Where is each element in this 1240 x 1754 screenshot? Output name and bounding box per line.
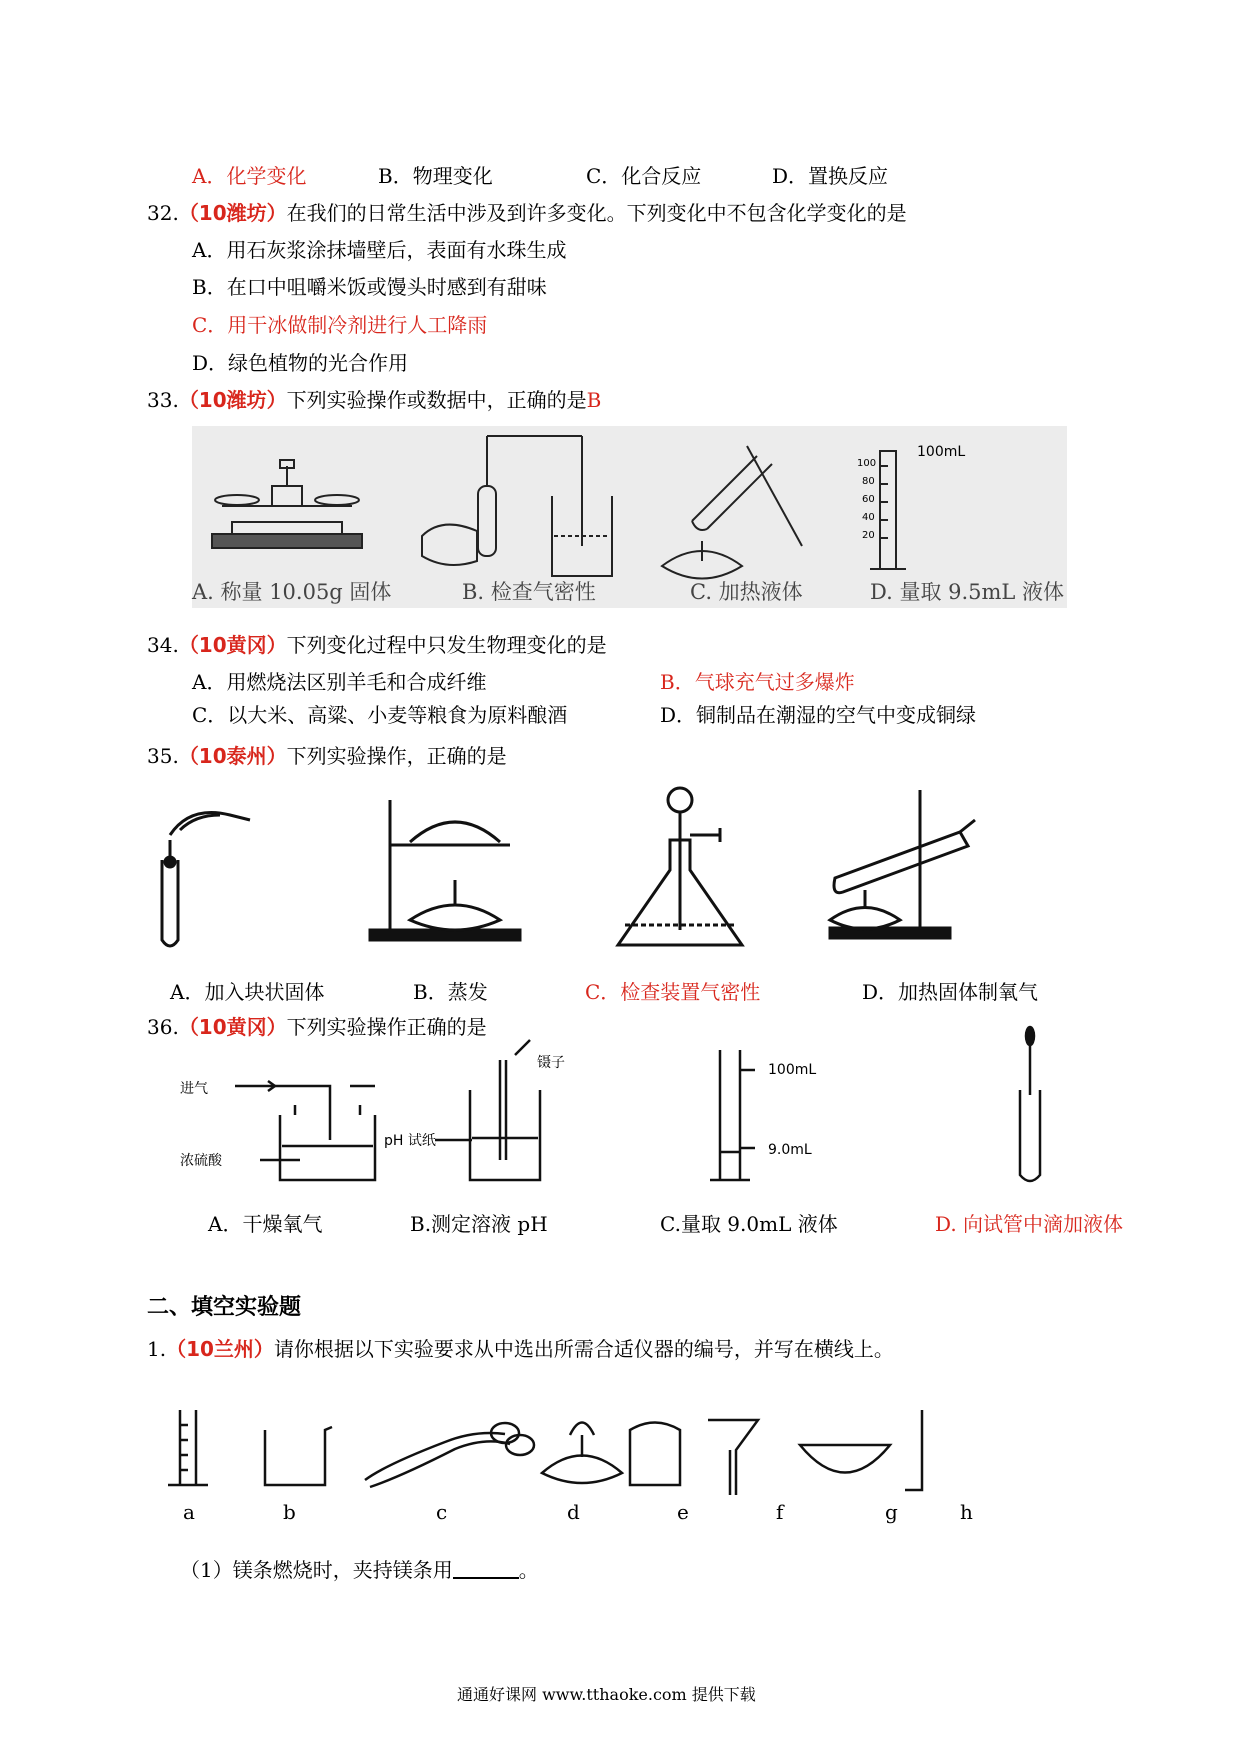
- q36-option-d: D. 向试管中滴加液体: [935, 1212, 1124, 1236]
- q32-stem: [147, 197, 907, 226]
- s2q1-source: （10兰州）: [166, 1337, 274, 1361]
- q33-caption-d: D. 量取 9.5mL 液体: [870, 580, 1065, 604]
- q31-option-a: A．化学变化: [192, 164, 307, 188]
- q36-label-100ml: 100mL: [768, 1062, 817, 1078]
- evaporation-icon: [370, 800, 520, 940]
- q35-stem: [147, 740, 507, 769]
- q33-tick-100: 100: [857, 458, 877, 469]
- q33-answer: B: [586, 388, 602, 412]
- q31-option-d: D．置换反应: [772, 164, 889, 188]
- s2q1-text: 请你根据以下实验要求从中选出所需合适仪器的编号，并写在横线上。: [273, 1337, 894, 1361]
- q34-option-a: A．用燃烧法区别羊毛和合成纤维: [192, 670, 487, 694]
- heating-liquid-icon: [662, 446, 802, 579]
- q32-option-a: A．用石灰浆涂抹墙壁后，表面有水珠生成: [192, 238, 567, 262]
- q33-tick-80: 80: [862, 476, 875, 487]
- letter-a: a: [183, 1500, 195, 1524]
- q33-text: 下列实验操作或数据中，正确的是: [286, 388, 587, 412]
- q33-cylinder-label: 100mL: [917, 444, 966, 460]
- q35-option-b: B．蒸发: [413, 980, 488, 1004]
- q32-text: 在我们的日常生活中涉及到许多变化。下列变化中不包含化学变化的是: [286, 201, 907, 225]
- q33-caption-b: B. 检查气密性: [462, 580, 596, 604]
- q36-label-ph-paper: pH 试纸: [384, 1133, 436, 1149]
- q33-stem: [147, 384, 601, 413]
- q34-number: 34.: [147, 633, 179, 657]
- q34-source: （10黄冈）: [178, 633, 287, 657]
- reagent-bottle-icon: [630, 1423, 680, 1486]
- heating-solid-icon: [830, 790, 975, 938]
- q34-option-d: D．铜制品在潮湿的空气中变成铜绿: [660, 703, 977, 727]
- gas-washing-bottle-icon: [235, 1081, 375, 1180]
- airtight-check-icon: [422, 436, 612, 576]
- q36-figure: [180, 1050, 1140, 1190]
- test-tube-solid-icon: [162, 813, 250, 947]
- letter-b: b: [283, 1500, 296, 1524]
- q35-source: （10泰州）: [178, 744, 287, 768]
- ph-beaker-icon: [435, 1040, 540, 1180]
- q35-text: 下列实验操作，正确的是: [286, 744, 507, 768]
- section2-title: 二、填空实验题: [147, 1295, 302, 1320]
- q34-option-b: B．气球充气过多爆炸: [660, 670, 855, 694]
- q32-number: 32.: [147, 201, 179, 225]
- flask-airtight-icon: [618, 788, 742, 945]
- q35-option-c: C．检查装置气密性: [585, 980, 761, 1004]
- q31-option-b: B．物理变化: [378, 164, 493, 188]
- s2q1-stem: [147, 1333, 894, 1362]
- q36-label-inlet: 进气: [180, 1081, 208, 1097]
- cylinder-icon: [168, 1410, 208, 1485]
- q36-label-tweezers: 镊子: [537, 1055, 565, 1071]
- q33-caption-c: C. 加热液体: [690, 580, 803, 604]
- evaporating-dish-icon: [800, 1445, 890, 1473]
- s2q1-number: 1.: [147, 1337, 167, 1361]
- q34-option-c: C．以大米、高粱、小麦等粮食为原料酿酒: [192, 703, 568, 727]
- q33-tick-40: 40: [862, 512, 875, 523]
- q36-label-acid: 浓硫酸: [180, 1153, 222, 1169]
- letter-d: d: [567, 1500, 580, 1524]
- footer: 通通好课网 www.tthaoke.com 提供下载: [457, 1685, 756, 1704]
- s2q1-sub1-end: 。: [518, 1558, 539, 1582]
- q33-figure: [192, 426, 1067, 608]
- q36-number: 36.: [147, 1015, 179, 1039]
- letter-f: f: [776, 1500, 784, 1524]
- q33-tick-60: 60: [862, 494, 875, 505]
- q34-text: 下列变化过程中只发生物理变化的是: [286, 633, 607, 657]
- s2q1-instruments: [160, 1405, 1020, 1495]
- q31-option-c: C．化合反应: [586, 164, 702, 188]
- measuring-cylinder-9ml-icon: [710, 1050, 755, 1180]
- q35-figure: [140, 780, 1100, 960]
- s2q1-sub1: [180, 1554, 539, 1583]
- q36-stem: [147, 1011, 487, 1040]
- q35-option-a: A．加入块状固体: [170, 980, 325, 1004]
- beaker-icon: [265, 1427, 332, 1485]
- q33-tick-20: 20: [862, 530, 875, 541]
- glass-rod-icon: [905, 1410, 922, 1490]
- q32-option-c: C．用干冰做制冷剂进行人工降雨: [192, 313, 488, 337]
- q36-text: 下列实验操作正确的是: [286, 1015, 487, 1039]
- funnel-icon: [708, 1420, 758, 1495]
- q36-option-c: C.量取 9.0mL 液体: [660, 1212, 838, 1236]
- q33-number: 33.: [147, 388, 179, 412]
- s2q1-sub1-blank[interactable]: [453, 1559, 519, 1579]
- crucible-tongs-icon: [365, 1423, 534, 1487]
- q32-source: （10潍坊）: [178, 201, 287, 225]
- q35-number: 35.: [147, 744, 179, 768]
- letter-g: g: [885, 1500, 898, 1524]
- balance-icon: [212, 460, 362, 548]
- q33-caption-a: A. 称量 10.05g 固体: [192, 580, 392, 604]
- dropper-test-tube-icon: [1020, 1027, 1040, 1181]
- s2q1-sub1-text: （1）镁条燃烧时，夹持镁条用: [180, 1558, 453, 1582]
- q33-source: （10潍坊）: [178, 388, 287, 412]
- alcohol-lamp-icon: [542, 1423, 622, 1484]
- q36-option-b: B.测定溶液 pH: [410, 1212, 548, 1236]
- q36-label-9ml: 9.0mL: [768, 1142, 812, 1158]
- q36-source: （10黄冈）: [178, 1015, 287, 1039]
- q32-option-d: D．绿色植物的光合作用: [192, 351, 409, 375]
- q35-option-d: D．加热固体制氧气: [862, 980, 1039, 1004]
- q34-stem: [147, 629, 607, 658]
- letter-h: h: [960, 1500, 973, 1524]
- letter-c: c: [436, 1500, 448, 1524]
- q32-option-b: B．在口中咀嚼米饭或馒头时感到有甜味: [192, 275, 547, 299]
- letter-e: e: [677, 1500, 689, 1524]
- q36-option-a: A．干燥氧气: [208, 1212, 323, 1236]
